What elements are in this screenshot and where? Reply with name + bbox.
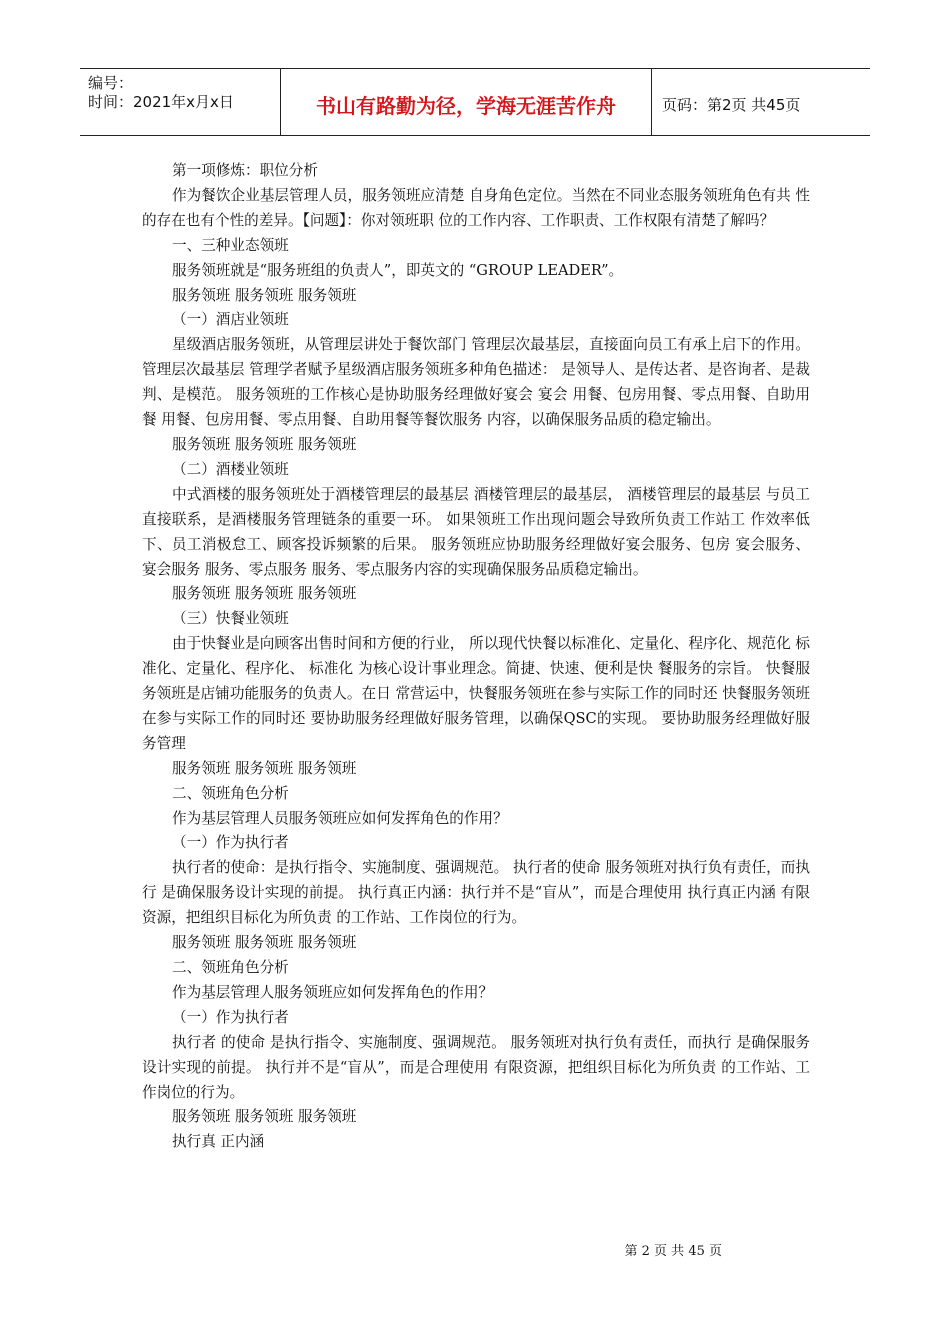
- paragraph: 服务领班 服务领班 服务领班: [172, 934, 357, 952]
- header-page-info: 页码：第2页 共45页: [662, 95, 801, 114]
- paragraph: 服务领班 服务领班 服务领班: [172, 435, 357, 453]
- header-meta: [80, 69, 281, 135]
- section-heading: 二、领班角色分析: [172, 959, 289, 976]
- subsection-heading: （一）作为执行者: [172, 834, 289, 852]
- subsection-heading: （一）酒店业领班: [172, 311, 289, 329]
- paragraph: 由于快餐业是向顾客出售时间和方便的行业， 所以现代快餐以标准化、定量化、程序化、规范化 标准化、定量化、程序化、 标准化 为核心设计事业理念。简捷、快速、便利是快 餐服务的宗旨。 快餐服务领班是店铺功能服务的负责人。在日 常营运中，快餐服务领班在参与实际工作的同时还 快餐服务领班在参与实际工作的同时还 要协助服务经理做好服务管理，以确保QSC的实现。 要协助服务经理做好服务管理: [142, 635, 810, 752]
- paragraph: 作为餐饮企业基层管理人员，服务领班应清楚 自身角色定位。当然在不同业态服务领班角色有共 性的存在也有个性的差异。【问题】：你对领班职 位的工作内容、工作职责、工作权限有清楚了解吗？: [142, 186, 810, 229]
- page-footer: 第 2 页 共 45 页: [624, 1244, 722, 1259]
- paragraph: 执行者的使命：是执行指令、实施制度、强调规范。 执行者的使命 服务领班对执行负有责任，而执行 是确保服务设计实现的前提。 执行真正内涵：执行并不是“盲从”，而是合理使用 执行真正内涵 有限资源，把组织目标化为所负责 的工作站、工作岗位的行为。: [142, 859, 810, 927]
- document-date: 时间：2021年x月x日: [88, 93, 234, 111]
- paragraph: 服务领班就是“服务班组的负责人”，即英文的 “GROUP LEADER”。: [172, 261, 624, 279]
- paragraph: 服务领班 服务领班 服务领班: [172, 759, 357, 777]
- section-heading: 第一项修炼：职位分析: [172, 162, 318, 179]
- paragraph: 执行者 的使命 是执行指令、实施制度、强调规范。 服务领班对执行负有责任，而执行 是确保服务设计实现的前提。 执行并不是“盲从”，而是合理使用 有限资源，把组织目标化为所负责 的工作站、工作岗位的行为。: [142, 1033, 810, 1101]
- section-heading: 二、领班角色分析: [172, 784, 289, 802]
- document-body: [142, 159, 810, 1155]
- section-heading: 一、三种业态领班: [172, 236, 289, 254]
- subsection-heading: （二）酒楼业领班: [172, 460, 289, 478]
- paragraph: 服务领班 服务领班 服务领班: [172, 585, 357, 603]
- header-motto: 书山有路勤为径，学海无涯苦作舟: [281, 69, 652, 135]
- paragraph: 星级酒店服务领班，从管理层讲处于餐饮部门 管理层次最基层，直接面向员工有承上启下的作用。 管理层次最基层 管理学者赋予星级酒店服务领班多种角色描述： 是领导人、是传达者、是咨询者、是裁判、是模范。 服务领班的工作核心是协助服务经理做好宴会 宴会 用餐、包房用餐、零点用餐、自助用餐 用餐、包房用餐、零点用餐、自助用餐等餐饮服务 内容，以确保服务品质的稳定输出。: [142, 336, 810, 429]
- paragraph: 作为基层管理人服务领班应如何发挥角色的作用？: [172, 983, 494, 1001]
- paragraph: 服务领班 服务领班 服务领班: [172, 286, 357, 304]
- paragraph: 执行真 正内涵: [172, 1133, 265, 1151]
- subsection-heading: （一）作为执行者: [172, 1008, 289, 1026]
- subsection-heading: （三）快餐业领班: [172, 610, 289, 628]
- paragraph: 作为基层管理人员服务领班应如何发挥角色的作用？: [172, 809, 508, 827]
- paragraph: 服务领班 服务领班 服务领班: [172, 1108, 357, 1126]
- page-header: [80, 68, 870, 136]
- paragraph: 中式酒楼的服务领班处于酒楼管理层的最基层 酒楼管理层的最基层， 酒楼管理层的最基层 与员工直接联系，是酒楼服务管理链条的重要一环。 如果领班工作出现问题会导致所负责工作站工 作效率低下、员工消极怠工、顾客投诉频繁的后果。 服务领班应协助服务经理做好宴会服务、包房 宴会服务、 宴会服务 服务、零点服务 服务、零点服务内容的实现确保服务品质稳定输出。: [142, 485, 810, 578]
- document-number-label: 编号：: [88, 74, 134, 92]
